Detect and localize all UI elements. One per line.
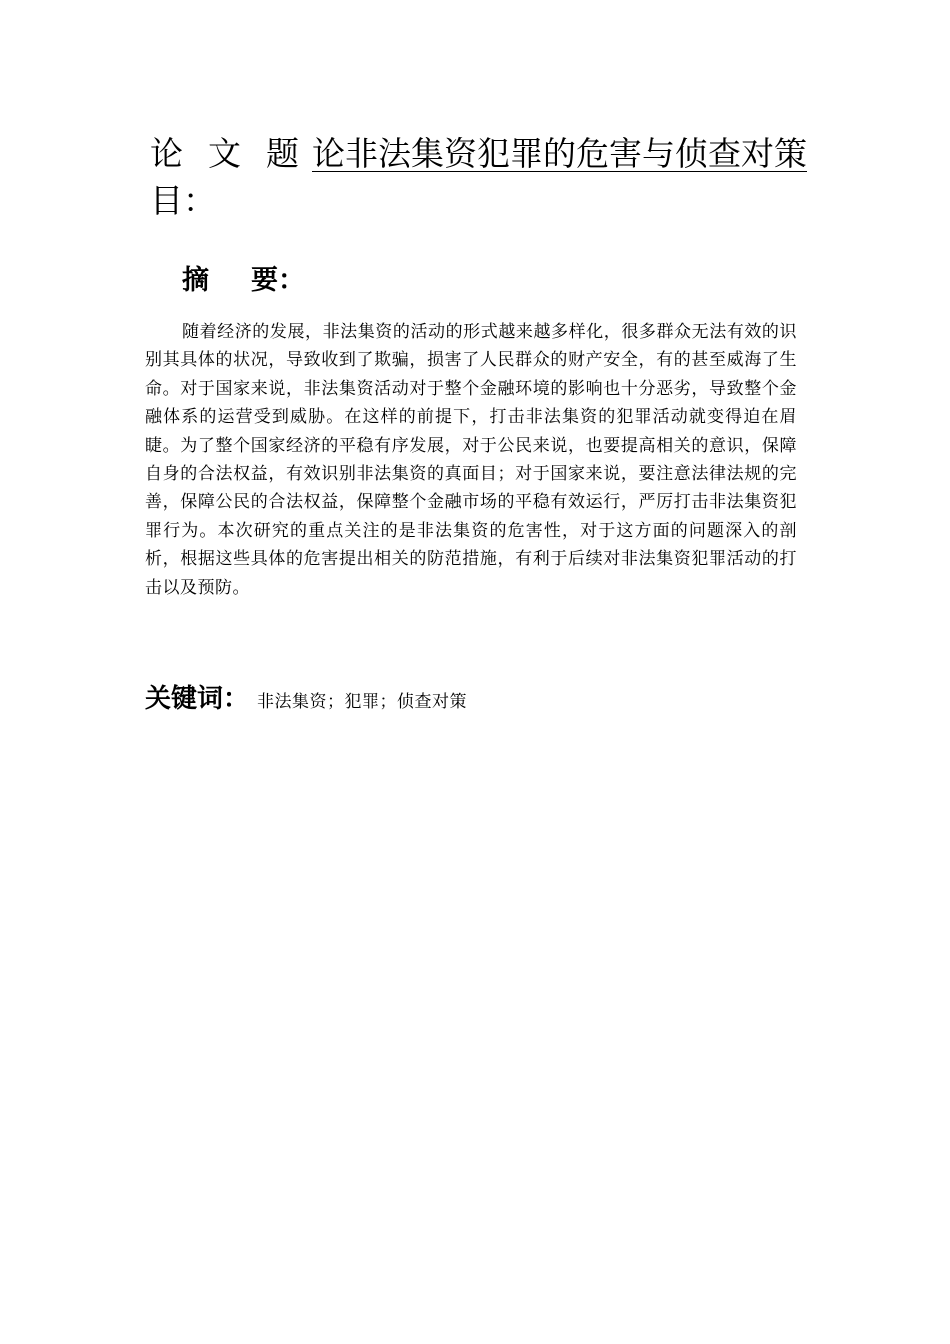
abstract-body: 随着经济的发展，非法集资的活动的形式越来越多样化，很多群众无法有效的识别其具体的状况，导致收到了欺骗，损害了人民群众的财产安全，有的甚至威海了生命。对于国家来说，非法集资活动对于整个金融环境的影响也十分恶劣，导致整个金融体系的运营受到威胁。在这样的前提下，打击非法集资的犯罪活动就变得迫在眉睫。为了整个国家经济的平稳有序发展，对于公民来说，也要提高相关的意识，保障自身的合法权益，有效识别非法集资的真面目；对于国家来说，要注意法律法规的完善，保障公民的合法权益，保障整个金融市场的平稳有效运行，严厉打击非法集资犯罪行为。本次研究的重点关注的是非法集资的危害性，对于这方面的问题深入的剖析，根据这些具体的危害提出相关的防范措施，有利于后续对非法集资犯罪活动的打击以及预防。 xyxy=(145,322,797,598)
thesis-title-label xyxy=(150,128,312,175)
thesis-title-value: 论非法集资犯罪的危害与侦查对策 xyxy=(312,134,807,173)
title-label-char: 文 xyxy=(208,134,241,173)
keywords-value: 非法集资；犯罪；侦查对策 xyxy=(257,692,468,712)
title-label-char: 题 xyxy=(266,134,299,173)
thesis-title-label-tail: 目： xyxy=(150,181,216,220)
abstract-heading-first: 摘 xyxy=(182,265,209,296)
abstract-heading xyxy=(182,258,305,297)
keywords-label: 关键词： xyxy=(145,684,250,714)
thesis-title-line xyxy=(150,128,810,175)
title-label-char: 论 xyxy=(150,134,183,173)
abstract-heading-second: 要： xyxy=(251,265,305,296)
keywords-row xyxy=(145,678,467,715)
thesis-title-block xyxy=(150,128,810,221)
